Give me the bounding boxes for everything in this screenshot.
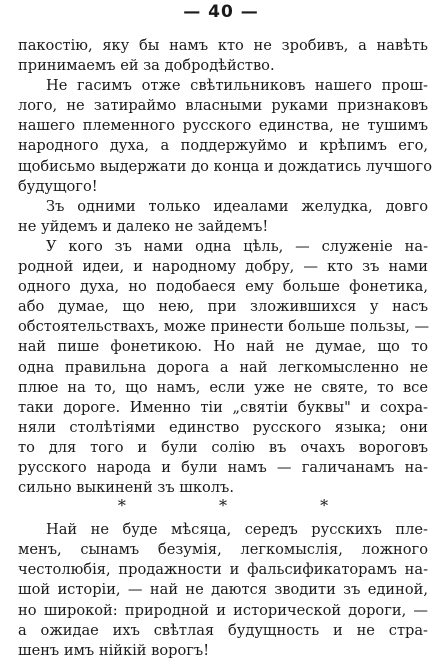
text-line: най пише фонетикою. Но най не думае, що то — [18, 338, 428, 356]
paragraph-4 — [18, 237, 428, 498]
paragraph-3 — [18, 197, 428, 237]
text-line: Не гасимъ отже свѣтильниковъ нашего прош- — [46, 77, 428, 95]
text-line: одного духа, но подобаеся ему больше фонетика, — [18, 278, 428, 296]
text-line: русского народа и були намъ — галичанамъ на- — [18, 458, 428, 476]
text-line: Зъ одними только идеалами желудка, довго — [46, 197, 428, 215]
paragraph-2 — [18, 76, 432, 197]
text-line: обстоятельствахъ, може принести больше пользы, — — [18, 318, 430, 336]
text-line: одна правильна дорога а най легкомысленно не — [18, 358, 428, 376]
body-text — [18, 36, 432, 661]
text-line: У кого зъ нами одна цѣль, — служеніе на- — [46, 237, 428, 255]
text-line: честолюбія, продажности и фальсификаторамъ на- — [18, 561, 428, 579]
text-line: лого, не затираймо власными руками признаковъ — [18, 97, 428, 115]
text-line: щобисьмо выдержати до конца и дождатись лучшого — [18, 157, 432, 175]
text-line: родной идеи, и народному добру, — кто зъ нами — [18, 258, 428, 276]
text-line: шой исторіи, — най не даются зводити зъ единой, — [18, 581, 428, 599]
text-line: будущого! — [18, 177, 98, 195]
text-line: принимаемъ ей за добродѣйство. — [18, 57, 275, 75]
paragraph-5 — [18, 520, 428, 661]
text-line: плюе на то, що намъ, если уже не святе, то все — [18, 378, 428, 396]
text-line: сильно выкиненй зъ школъ. — [18, 479, 234, 497]
text-line: но широкой: природной и исторической дороги, — — [18, 601, 428, 619]
text-line: менъ, сынамъ безумія, легкомыслія, ложного — [18, 541, 428, 559]
page-number: — 40 — — [183, 2, 259, 22]
section-separator: * * * — [117, 496, 373, 516]
text-line: або думае, що нею, при зложившихся у насъ — [18, 298, 428, 316]
text-line: не уйдемъ и далеко не зайдемъ! — [18, 217, 269, 235]
text-line: шенъ имъ нійкій ворогъ! — [18, 641, 210, 659]
text-line: таки дороге. Именно тіи „святіи буквы" и сохра- — [18, 398, 428, 416]
text-line: няли столѣтіями единство русского языка; они — [18, 418, 428, 436]
text-line: нашего племенного русского единства, не тушимъ — [18, 117, 428, 135]
text-line: пакостію, яку бы намъ кто не зробивъ, а навѣть — [18, 37, 428, 54]
text-line: а ожидае ихъ свѣтлая будущность и не стра- — [18, 621, 428, 639]
paragraph-1 — [18, 36, 428, 76]
text-line: Най не буде мѣсяца, середъ русскихъ пле- — [46, 521, 428, 539]
text-line: народного духа, а поддержуймо и крѣпимъ его, — [18, 137, 428, 155]
text-line: то для того и були солію въ очахъ вороговъ — [18, 438, 428, 456]
